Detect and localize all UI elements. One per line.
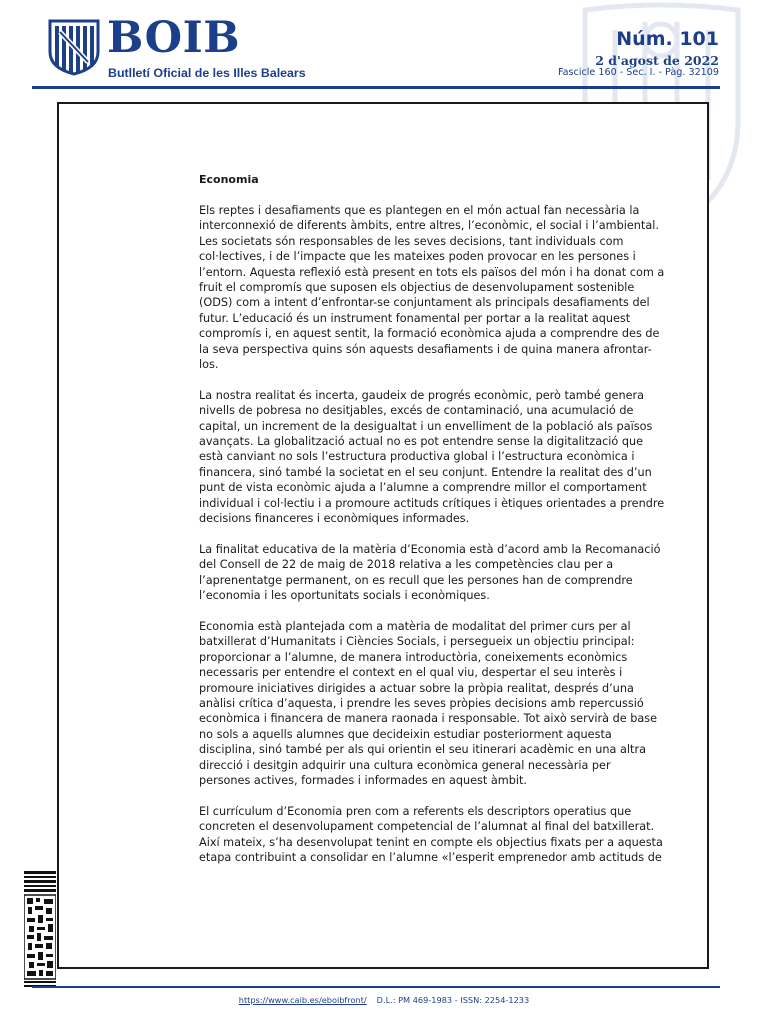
balearic-shield-logo-icon — [46, 18, 102, 76]
header-divider — [32, 86, 720, 89]
paragraph-3: La finalitat educativa de la matèria d’Economia està d’acord amb la Recomanació del Consell de 22 de maig de 2018 relativa a les competències clau per a l’aprenentatge permanent, on es recull que les persones han de comprendre l’economia i les oportunitats socials i econòmiques. — [199, 542, 661, 603]
issue-date: 2 d'agost de 2022 — [595, 53, 719, 68]
issue-number: Núm. 101 — [616, 28, 719, 50]
document-body — [199, 172, 665, 881]
paragraph-2: La nostra realitat és incerta, gaudeix de progrés econòmic, però també genera nivells de pobresa no desitjables, excés de contaminació, una acumulació de capital, un increment de la desigualtat i un envelliment de la població als països avançats. La globalització actual no es pot entendre sense la digitalització que està canviant no sols l’estructura productiva global i l’estructura econòmica i financera, sinó també la societat en el seu conjunt. Entendre la realitat des d’un punt de vista econòmic ajuda a l’alumne a comprendre millor el comportament individual i col·lectiu i a promoure actituds crítiques i ètiques orientades a prendre decisions financeres i econòmiques informades. — [199, 388, 665, 526]
section-heading: Economia — [199, 173, 259, 186]
legal-deposit-text: D.L.: PM 469-1983 - ISSN: 2254-1233 — [376, 995, 530, 1005]
paragraph-1: Els reptes i desafiaments que es plantegen en el món actual fan necessària la interconnexió de diferents àmbits, entre altres, l’econòmic, el social i l’ambiental. Les societats són responsables de les seves decisions, tant individuals com col·lectives, i de l’impacte que les mateixes poden provocar en les persones i l’entorn. Aquesta reflexió està present en tots els països del món i ha donat com a fruit el compromís que suposen els objectius de desenvolupament sostenible (ODS) com a intent d’enfrontar-se conjuntament als principals desafiaments del futur. L’educació és un instrument fonamental per portar a la realitat aquest compromís i, en aquest sentit, la formació econòmica ajuda a comprendre des de la seva perspectiva quins són aquests desafiaments i de quina manera afrontar- los. — [199, 204, 665, 372]
page-footer — [0, 995, 768, 1005]
eboib-link[interactable]: https://www.caib.es/eboibfront/ — [238, 995, 367, 1005]
qr-code-icon — [24, 871, 56, 987]
publication-title: BOIB — [107, 13, 241, 63]
paragraph-5: El currículum d’Economia pren com a referents els descriptors operatius que concreten el desenvolupament competencial de l’alumnat al final del batxillerat. Així mateix, s’ha desenvolupat tenint en compte els objectius fixats per a aquesta etapa contribuint a consolidar en l’alumne «l’esperit emprenedor amb actituds de — [199, 804, 663, 864]
publication-subtitle: Butlletí Oficial de les Illes Balears — [108, 66, 306, 80]
issue-info: Fascicle 160 - Sec. I. - Pàg. 32109 — [558, 67, 719, 78]
footer-divider — [32, 986, 720, 988]
paragraph-4: Economia està plantejada com a matèria de modalitat del primer curs per al batxillerat d’Humanitats i Ciències Socials, i persegueix un objectiu principal: proporcionar a l’alumne, de manera introductòria, coneixements econòmics necessaris per entendre el context en el qual viu, despertar el seu interès i promoure iniciatives dirigides a actuar sobre la pròpia realitat, després d’una anàlisi crítica d’aquesta, i prendre les seves pròpies decisions amb repercussió econòmica i financera de manera raonada i responsable. Tot això servirà de base no sols a aquells alumnes que decideixin estudiar posteriorment aquesta disciplina, sinó també per als qui orientin el seu itinerari acadèmic en una altra direcció i desitgin adquirir una cultura econòmica general necessària per persones actives, formades i informades en aquest àmbit. — [199, 619, 658, 787]
